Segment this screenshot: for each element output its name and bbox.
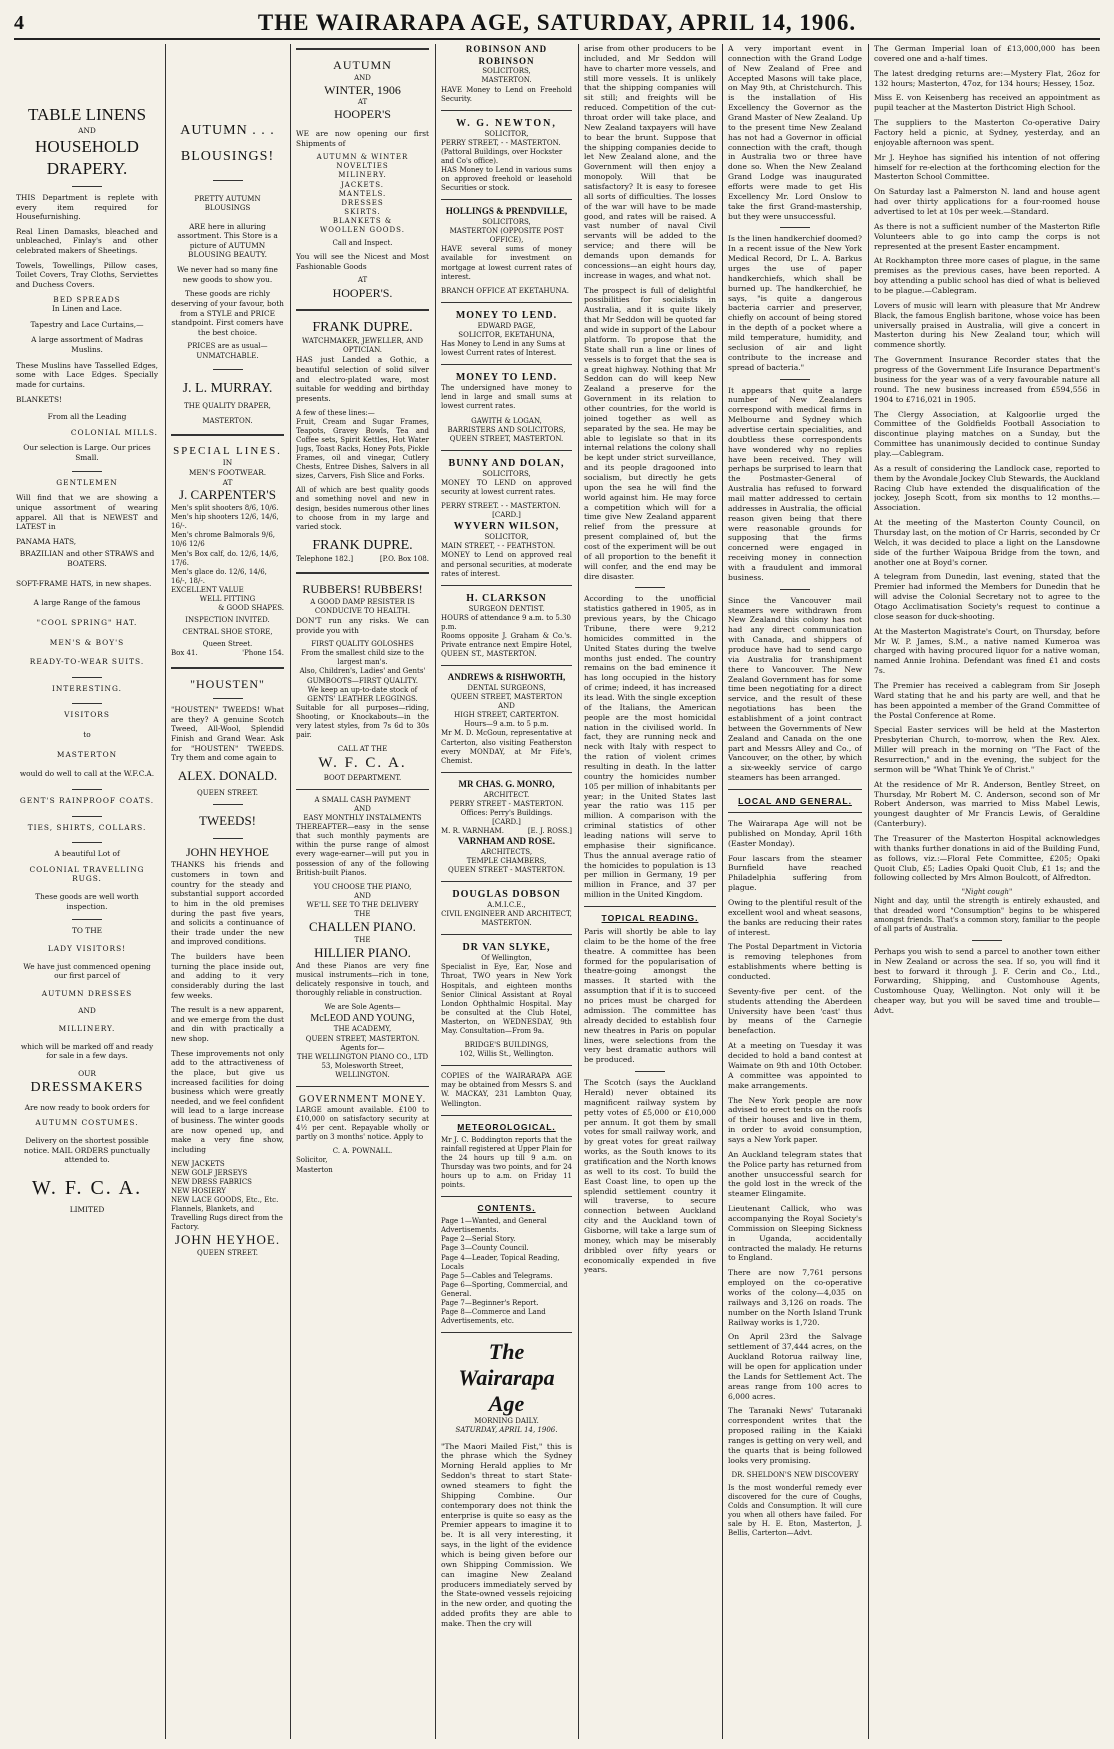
ad-text: Men's chrome Balmorals 9/6, 10/6 12/6 — [171, 531, 276, 549]
ad-text: From the smallest child size to the largest man's. — [301, 649, 424, 667]
ad-text: would do well to call at the W.F.C.A. — [19, 769, 155, 779]
ad-text: 53, Molesworth Street, — [321, 1061, 404, 1070]
ad-text: MAIN STREET, - - FEATHSTON. — [441, 542, 556, 551]
ad-text: BRIDGE'S BUILDINGS, — [464, 1041, 549, 1050]
ad-text: Will find that we are showing a unique assortment of wearing apparel. All that is NEWEST and LATEST in — [16, 493, 158, 532]
article-text: The Wairarapa Age will not be published on Monday, April 16th (Easter Monday). — [728, 819, 862, 848]
article-text: Lovers of music will learn with pleasure that Mr Andrew Black, the famous English baritone, whose voice has been universally praised in Australia, will give a concert in Masterton during his New Zealand tour, which will commence shortly. — [874, 300, 1100, 350]
masthead-title: THE WAIRARAPA AGE, SATURDAY, APRIL 14, 1906. — [257, 10, 857, 35]
ad-text: HIGH STREET, CARTERTON. — [454, 711, 559, 720]
leader-text: The prospect is full of delightful possibilities for socialists in Australia, and it is quite likely that Mr Seddon will be quoted far and wide in support of the Labour platform. To propose that the State shall run a line or lines of vessels is to forget that the sea is a great highway. Nothing that Mr Seddon can do will keep New Zealand a preserve for the Government in its relation to other countries, for the world is joined together as well as separated by the sea. He may be able to legislate so that in its internal relations the colony shall be kept under strict surveillance, and its people dragooned into socialism, but directly he gets upon the sea he will find the world against him. He may force a competition which will for a time give New Zealand apparent relief from the pressure at present complained of, but the cost of the experiment will be out of all proportion to the benefit it will confer, and the end may be dire disaster. — [584, 285, 716, 581]
ad-text: AND — [78, 126, 96, 136]
ad-heading: FRANK DUPRE. — [312, 537, 413, 553]
ad-text: Men's glace do. 12/6, 14/6, 16/-, 18/-. — [171, 567, 267, 585]
ad-heading: MR CHAS. G. MONRO, — [458, 778, 555, 789]
ad-heading: MONEY TO LEND. — [455, 372, 558, 384]
ad-text: The result is a new apparent, and we emerge from the dust and din with practically a new shop. — [171, 1005, 284, 1043]
ad-text: BARRISTERS AND SOLICITORS, — [447, 425, 566, 434]
article-text: As there is not a sufficient number of the Masterton Rifle Volunteers able to go into camp the corps is not represented at the present Easter encampment. — [874, 221, 1100, 251]
article-text: Four lascars from the steamer Burnfield have reached Philadelphia suffering from plague. — [728, 853, 862, 893]
ad-text: TO THE — [71, 926, 103, 936]
article-text: At the residence of Mr R. Anderson, Bentley Street, on Thursday, Mr Robert M. C. Anderson, second son of Mr Robert Anderson, was married to Miss Mabel Lewis, youngest daughter of Mr Francis Lewis, of Geraldine (Canterbury). — [874, 779, 1100, 829]
ad-heading: TWEEDS! — [198, 812, 257, 828]
ad-text: BLANKETS! — [16, 394, 63, 404]
ad-text: TIES, SHIRTS, COLLARS. — [27, 822, 147, 832]
article-text: The latest dredging returns are:—Mystery Flat, 26oz for 132 hours; Masterton, 47oz, for 134 hours; Hessey, 15oz. — [874, 68, 1100, 88]
ad-text: [P.O. Box 108. — [379, 555, 429, 563]
article-text: The Scotch (says the Auckland Herald) never obtained its magnificent railway system by petty votes of £5,000 or £10,000 per annum. It got them by small votes for small railway work, and by great votes for great railway works, as the South knows to its gratification and the North knows as well to its cost. To build the East Coast line, to open up the splendid settlement country it will traverse, to secure connection between Auckland city and the Auckland town of Gisborne, will take a large sum of money, which may be miserably dribbled over fifty years or economically expended in five years. — [584, 1078, 716, 1275]
ad-text: ARCHITECT. — [483, 790, 530, 799]
column-7-local-news — [874, 44, 1100, 1739]
ad-heading: BUNNY AND DOLAN, — [448, 457, 565, 469]
ad-text: Men's hip shooters 12/6, 14/6, 16/-. — [171, 513, 279, 531]
article-text: Mr J. C. Boddington reports that the rainfall registered at Upper Plain for the 24 hours up till 9 a.m. on Thursday was two points, and for 24 hours up to a.m. on Friday 11 points. — [441, 1135, 572, 1190]
section-heading: LOCAL AND GENERAL. — [738, 796, 852, 807]
ad-text: C. A. POWNALL. — [332, 1147, 393, 1156]
ad-text: to — [83, 730, 91, 740]
article-text: As a result of considering the Landlock case, reported to them by the Avondale Jockey Club Stewards, the Auckland Racing Club have extended the disqualification of the jockey, Joseph Scott, from six months to 12 months.—Association. — [874, 463, 1100, 513]
ad-text: PRICES are as usual—UNMATCHABLE. — [187, 342, 268, 360]
list-item: AUTUMN & WINTER — [316, 153, 409, 162]
list-item: Page 7—Beginner's Report. — [441, 1299, 539, 1308]
ad-text: 'Phone 154. — [242, 649, 284, 658]
ad-text: NEW LACE GOODS, Etc., Etc. — [171, 1195, 279, 1204]
ad-heading: W. F. C. A. — [31, 1176, 143, 1199]
ad-heading: J. L. MURRAY. — [182, 380, 273, 396]
ad-text: DENTAL SURGEONS, — [467, 683, 546, 692]
ad-text: These goods are richly deserving of your favour, both from a STYLE and PRICE standpoint. First comers have the best choice. — [171, 289, 284, 337]
ad-heading: DOUGLAS DOBSON — [452, 888, 561, 900]
ad-text: EASY MONTHLY INSTALMENTS — [303, 814, 422, 823]
masthead — [14, 8, 1100, 40]
ad-text: Fruit, Cream and Sugar Frames, Teapots, Gravey Bowls, Tea and Coffee sets, Spirit Kettles, Hot Water Jugs, Toast Racks, Honey Pots, Pickle Frames, oil and vinegar, Cutlery Chests, Entree Dishes, Salvers in all sizes, Carvers, Fish Slice and Forks. — [296, 417, 429, 481]
ad-text: EXCELLENT VALUE — [171, 585, 244, 594]
ad-text: LADY VISITORS! — [47, 943, 127, 953]
ad-heading: J. CARPENTER'S — [179, 487, 276, 503]
ad-text: AND — [354, 891, 371, 900]
ad-text: These improvements not only add to the attractiveness of the place, but give us increased facilities for doing business which were greatly needed, and we feel confident will lead to a large increase of business. The winter goods are now opened up, and make a very fine show, including — [171, 1048, 284, 1154]
section-heading: CONTENTS. — [477, 1203, 536, 1214]
article-text: At the meeting of the Masterton County Council, on Thursday last, on the motion of Cr Harris, seconded by Cr Welch, it was decided to place a light on the Lansdowne side of the further Waipoua Bridge from the town, and another one at Boyd's corner. — [874, 518, 1100, 567]
article-text: The Premier has received a cablegram from Sir Joseph Ward stating that he and his party are well, and that he has been appointed a member of the Grand Committee of the Postal Conference at Rome. — [874, 680, 1100, 720]
ad-text: INSPECTION INVITED. — [185, 616, 270, 625]
ad-text: Real Linen Damasks, bleached and unbleached, Finlay's and other celebrated makers of Sheetings. — [16, 226, 158, 256]
ad-text: Hours—9 a.m. to 5 p.m. — [464, 720, 549, 729]
ad-text: CALL AT THE — [337, 745, 388, 754]
ad-text: COLONIAL TRAVELLING RUGS. — [29, 864, 145, 884]
column-2-advertisements — [171, 44, 284, 1739]
ad-text: Agents for— — [340, 1043, 385, 1052]
ad-text: MONEY to Lend on approved real and personal securities, at moderate rates of interest. — [441, 551, 572, 578]
ad-heading: W. G. NEWTON, — [456, 117, 557, 129]
article-text: Special Easter services will be held at the Masterton Presbyterian Church, to-morrow, when the Rev. Alex. Miller will preach in the morning on "The Fact of the Resurrection," and in the evening, the subject for the sermon will be "What Think Ye of Christ." — [874, 725, 1100, 774]
ad-text: Is the most wonderful remedy ever discovered for the cure of Coughs, Colds and Consumption. It will cure you when all others have failed. For sale by H. E. Eton, Masterton, J. Bellis, Carterton—Advt. — [728, 1483, 862, 1538]
ad-text: BOOT DEPARTMENT. — [323, 773, 402, 782]
ad-heading: DRESSMAKERS — [30, 1079, 144, 1095]
ad-text: IN — [222, 458, 233, 468]
ad-text: 102, Willis St., Wellington. — [459, 1050, 554, 1059]
contents-list — [441, 1217, 572, 1326]
section-heading: TOPICAL READING. — [601, 913, 699, 924]
ad-text: [E. J. ROSS.] — [527, 826, 572, 835]
ad-text: DON'T run any risks. We can provide you with — [296, 615, 429, 635]
ad-text: Solicitor, — [296, 1156, 328, 1165]
ad-text: We are Sole Agents— — [324, 1003, 401, 1012]
ad-text: HAS Money to Lend in various sums on approved freehold or leasehold Securities or stock. — [441, 166, 572, 193]
article-text: Miss E. von Keisenberg has received an appointment as pupil teacher at the Masterton District High School. — [874, 93, 1100, 113]
ad-text: VISITORS — [64, 710, 110, 720]
ad-text: MASTERTON (OPPOSITE POST OFFICE), — [449, 227, 564, 245]
ad-heading: VARNHAM AND ROSE. — [457, 835, 556, 846]
ad-text: These Muslins have Tasselled Edges, some with Lace Edges. Specially made for curtains. — [16, 360, 158, 389]
ad-text: [CARD.] — [492, 817, 521, 826]
ad-text: Rooms opposite J. Graham & Co.'s. Private entrance next Empire Hotel, QUEEN ST., MASTERTON. — [441, 632, 572, 659]
article-text: Seventy-five per cent. of the students attending the Aberdeen University have been 'cast' thus by means of the Carnegie benefaction. — [728, 986, 862, 1036]
ad-text: SURGEON DENTIST. — [468, 604, 545, 613]
ad-text: Has Money to Lend in any Sums at lowest Current rates of Interest. — [441, 340, 566, 358]
ad-text: ARE here in alluring assortment. This Store is a picture of AUTUMN BLOUSING BEAUTY. — [177, 221, 278, 260]
article-text: At Rockhampton three more cases of plague, in the same premises as the previous cases, have been reported. A boy attending a public school has died of what is believed to be plague.—Cablegram. — [874, 256, 1100, 296]
ad-heading: AUTUMN . . . — [180, 123, 275, 138]
item-list — [296, 153, 429, 235]
ad-text: In Linen and Lace. — [52, 304, 122, 314]
ad-text: HOURS of attendance 9 a.m. to 5.30 p.m. — [441, 613, 571, 631]
ad-heading: WINTER, 1906 — [324, 82, 401, 97]
ad-text: A few of these lines:— — [296, 408, 375, 417]
article-text: It appears that quite a large number of New Zealanders correspond with medical firms in Melbourne and Sydney which advertise certain specialities, and doubtless these correspondents have wondered why no replies have been received. They will perhaps be surprised to learn that the Postmaster-General of Australia has refused to forward mail matter addressed to certain addresses in Australia, the official reason given being that there were reasonable grounds for supposing that the firms concerned were engaged in receiving money in connection with a fraudulent and immoral business. — [728, 385, 862, 582]
ad-text: MASTERTON. — [481, 76, 532, 85]
ad-heading: "HOUSTEN" — [190, 676, 265, 691]
ad-text: DR. SHELDON'S NEW DISCOVERY — [731, 1470, 859, 1479]
ad-text: Our selection is Large. Our prices Small. — [23, 443, 151, 463]
ad-text: MASTERTON. — [481, 919, 532, 928]
ad-text: WELLINGTON. — [335, 1070, 390, 1079]
ad-text: CIVIL ENGINEER AND ARCHITECT, — [441, 910, 572, 919]
ad-text: THE ACADEMY, — [333, 1025, 392, 1034]
ad-text: QUEEN STREET. — [196, 1249, 259, 1258]
ad-text: Men's Box calf, do. 12/6, 14/6, 17/6. — [171, 549, 279, 567]
ad-text: AND — [498, 702, 515, 711]
ad-text: AT — [357, 276, 368, 285]
ad-text: MASTERTON. — [202, 416, 253, 425]
article-text: A telegram from Dunedin, last evening, stated that the Premier had informed the Members for Dunedin that he will advise the Colonial Secretary not to agree to the Otago Acclimatisation Society's request to continue a close season for duck-shooting. — [874, 572, 1100, 621]
leader-text: arise from other producers to be included, and Mr Seddon will have to charter more vessels, and still more vessels. It is unlikely that the shipping companies will sit still; and freights will be reduced. Competition of the cut-throat order will take place, and New Zealand taxpayers will have to bear the brunt. Suppose that the shipping companies decide to let New Zealand alone, and the Government will then enjoy a monopoly. Will that be satisfactory? It is easy to foresee all sorts of difficulties. The losses of the war will have to be made good, and rates will be raised. A vast number of naval Civil servants will be added to the service; and there will be demands upon demands for concessions—an eight hours day, increase in wages, and what not. — [584, 44, 716, 280]
ad-heading: H. CLARKSON — [466, 592, 547, 604]
ad-heading: AUTUMN — [333, 58, 392, 72]
ad-text: [CARD.] — [492, 511, 521, 520]
article-text: The German Imperial loan of £13,000,000 has been covered one and a-half times. — [874, 44, 1100, 63]
ad-heading: JOHN HEYHOE — [186, 844, 269, 859]
ad-text: (Pattoral Buildings, over Hockster and Co's office). — [441, 147, 563, 166]
ad-text: The undersigned have money to lend in large and small sums at lowest current rates. — [441, 384, 572, 411]
ad-text: Telephone 182.] — [296, 555, 354, 563]
article-text: Since the Vancouver mail steamers were withdrawn from New Zealand this colony has not had any direct communication with Canada, and shippers of produce have had to send cargo via Australia for transhipment there to Vancouver. The New Zealand Government has for some time been negotiating for a direct service, and the result of these negotiations has been the establishment of a joint contract between the Governments of New Zealand and Canada on the one part and Messrs Alley and Co., of Vancouver, on the other, by which a six-weekly service of cargo steamers has been arranged. — [728, 595, 862, 783]
ad-text: Of Wellington, — [481, 954, 532, 963]
ad-text: BED SPREADS — [53, 294, 121, 304]
ad-text: GAWITH & LOGAN, — [471, 416, 542, 425]
leader-text: "The Maori Mailed Fist," this is the phrase which the Sydney Morning Herald applies to Mr Seddon's threat to start State-owned steamers to fight the Shipping Combine. Our contemporary does not think the enterprise is quite so easy as the Premier appears to imagine it to be. It is all very interesting, it says, in the light of the evidence which is being given before our own Shipping Commission. We can imagine New Zealand producers immediately served by the State-owned vessels rejoicing in the new order, and quoting the added profits they are able to make. Then the cry will — [441, 1441, 572, 1628]
ad-text: All of which are best quality goods and something novel and new in design, besides numerous other lines to choose from in my large and varied stock. — [296, 486, 429, 531]
ad-text: FIRST QUALITY GOLOSHES — [311, 640, 414, 649]
ad-text: Also, Children's, Ladies' and Gents' — [299, 667, 426, 676]
ad-text: Queen Street. — [202, 640, 253, 649]
ad-text: HAS just Landed a Gothic, a beautiful selection of solid silver and electro-plated ware, most suitable for wedding and birthday presents. — [296, 355, 429, 403]
ad-text: WE'LL SEE TO THE DELIVERY — [306, 900, 419, 909]
ad-text: ARCHITECTS, — [480, 847, 533, 856]
ad-text: TEMPLE CHAMBERS, — [466, 856, 547, 865]
ad-text: QUEEN STREET, MASTERTON. — [449, 434, 564, 443]
ad-text: From all the Leading — [47, 412, 127, 422]
ad-text: SOLICITOR, — [484, 533, 529, 542]
ad-text: & GOOD SHAPES. — [218, 604, 284, 613]
ad-heading: GOVERNMENT MONEY. — [298, 1093, 427, 1105]
list-item: BLANKETS & — [332, 216, 393, 225]
ad-heading: CHALLEN PIANO. — [309, 919, 416, 935]
ad-text: THE QUALITY DRAPER, — [184, 401, 271, 410]
ad-text: which will be marked off and ready for sale in a few days. — [20, 1041, 154, 1061]
ad-text: GENTS' LEATHER LEGGINGS. — [307, 694, 418, 703]
ad-text: GUMBOOTS—FIRST QUALITY. — [307, 676, 418, 685]
ad-text: Suitable for all purposes—riding, Shooting, or Knockabouts—in the very latest styles, from 7s 6d to 30s pair. — [296, 703, 429, 740]
ad-heading: ALEX. DONALD. — [177, 767, 278, 783]
ad-heading: FRANK DUPRE. — [312, 320, 413, 336]
ad-text: SOLICITORS, — [482, 218, 531, 227]
ad-text: MASTERTON — [56, 749, 118, 759]
ad-text: PERRY STREET - MASTERTON. — [449, 799, 564, 808]
article-text: The New York people are now advised to erect tents on the roofs of their houses and live in them, in order to avoid consumption, says a New York paper. — [728, 1095, 862, 1144]
ad-heading: HOUSEHOLD — [35, 136, 139, 156]
ad-text: PERRY STREET. - - MASTERTON. — [441, 502, 561, 511]
list-item: MANTELS. — [338, 189, 387, 198]
ad-text: GENTLEMEN — [56, 477, 118, 487]
column-1-advertisements — [16, 44, 158, 1739]
ad-text: We have just commenced opening our first parcel of — [23, 961, 151, 981]
ad-text: PANAMA HATS, — [16, 536, 77, 546]
ad-text: Specialist in Eye, Ear, Nose and Throat, TWO years in New York Hospitals, and eighteen months Senior Clinical Assistant at Royal London Ophthalmic Hospital. May be consulted at the Club Hotel, Masterton, on WEDNESDAY, 9th May. Consultation—From 9a. — [441, 963, 572, 1035]
list-item: SKIRTS. — [344, 207, 381, 216]
ad-text: CENTRAL SHOE STORE, — [182, 628, 273, 637]
ad-text: Men's split shooters 8/6, 10/6. — [171, 504, 279, 513]
ad-text: SOLICITOR, EKETAHUNA, — [458, 330, 555, 339]
article-text: Owing to the plentiful result of the excellent wool and wheat seasons, the banks are reducing their rates of interest. — [728, 898, 862, 937]
ad-heading: DR VAN SLYKE, — [462, 942, 551, 954]
ad-text: MEN'S & BOY'S — [49, 637, 125, 647]
list-item: Page 2—Serial Story. — [441, 1235, 516, 1244]
ad-text: LIMITED — [69, 1204, 105, 1214]
article-text: There are now 7,761 persons employed on the co-operative works of the colony—4,035 on railways and 3,126 on roads. The number on the North Island Trunk Railway works is 1,720. — [728, 1268, 862, 1327]
ad-text: A SMALL CASH PAYMENT — [314, 795, 411, 804]
ad-text: PERRY STREET, - - MASTERTON. — [441, 138, 561, 147]
ad-heading: HOOPER'S — [334, 107, 391, 122]
section-heading: METEOROLOGICAL. — [457, 1121, 556, 1132]
ad-text: Towels, Towellings, Pillow cases, Toilet Covers, Tray Cloths, Serviettes and Duchess Covers. — [16, 260, 158, 289]
ad-heading: SPECIAL LINES. — [173, 445, 282, 457]
ad-text: MILLINERY. — [58, 1024, 116, 1034]
ad-text: THE — [354, 909, 371, 918]
ad-text: INTERESTING. — [51, 683, 123, 693]
ad-text: QUEEN STREET, MASTERTON. — [305, 1034, 420, 1043]
ad-text: NEW GOLF JERSEYS — [171, 1168, 248, 1177]
ad-text: GENT'S RAINPROOF COATS. — [19, 795, 155, 805]
list-item: DRESSES — [341, 198, 384, 207]
list-item: Page 5—Cables and Telegrams. — [441, 1271, 553, 1280]
ad-text: PRETTY AUTUMN BLOUSINGS — [194, 195, 261, 213]
ad-text: EDWARD PAGE, — [477, 321, 536, 330]
ad-text: "HOUSTEN" TWEEDS! What are they? A genuine Scotch Tweed, All-Wool, Splendid Finish and Grand Wear. Ask for "HOUSTEN" TWEEDS. Try them and come again to — [171, 705, 284, 763]
ad-text: A large Range of the famous — [33, 598, 141, 608]
ad-text: "COOL SPRING" HAT. — [36, 617, 138, 627]
ad-text: AT — [222, 477, 233, 487]
ad-text: Call and Inspect. — [332, 239, 393, 248]
column-3-advertisements — [296, 44, 429, 1739]
ad-text: Night and day, until the strength is entirely exhausted, and that dreaded word "Consumption" begins to be whispered amongst friends. That's a common story, familiar to the people of all parts of Australia. — [874, 897, 1100, 933]
ad-heading: W. F. C. A. — [318, 755, 407, 772]
ad-heading: DRAPERY. — [46, 158, 128, 178]
ad-text: AND — [354, 73, 371, 82]
list-item: JACKETS. — [341, 180, 384, 189]
ad-text: BRANCH OFFICE AT EKETAHUNA. — [441, 286, 569, 295]
list-item: Page 6—Sporting, Commercial, and General. — [441, 1280, 568, 1298]
article-text: An Auckland telegram states that the Police party has returned from another unsuccessful search for the gold lost in the wreck of the steamer Elingamite. — [728, 1149, 862, 1199]
ad-text: WATCHMAKER, JEWELLER, AND OPTICIAN. — [301, 337, 424, 355]
article-text: On April 23rd the Salvage settlement of 37,444 acres, on the Auckland Rotorua railway line, will be open for application under the Lands for Settlement Act. The areas range from 100 acres to 6,000 acres. — [728, 1332, 862, 1401]
list-item: Page 8—Commerce and Land Advertisements, etc. — [441, 1308, 546, 1326]
ad-text: OUR — [78, 1068, 96, 1078]
ad-text: AUTUMN DRESSES — [41, 988, 133, 998]
ad-text: These goods are well worth inspection. — [35, 892, 139, 911]
ad-text: THANKS his friends and customers in town and country for the steady and substantial support accorded to him in the old premises during the past five years, and solicits a continuance of their trade under the new and improved conditions. — [171, 860, 284, 947]
ad-text: Masterton — [296, 1165, 333, 1174]
ad-text: A beautiful Lot of — [54, 849, 120, 859]
ad-text: Are now ready to book orders for — [24, 1102, 150, 1112]
ad-text: The builders have been turning the place inside out, and adding to it very considerably during the last few weeks. — [171, 952, 284, 1000]
ad-heading: McLEOD AND YOUNG, — [310, 1013, 415, 1025]
ad-text: SOLICITORS, — [482, 67, 531, 76]
ad-text: SOLICITORS, — [482, 469, 531, 478]
ad-heading: HOOPER'S. — [332, 285, 393, 300]
ad-text: QUEEN STREET. — [196, 788, 259, 797]
ad-heading: JOHN HEYHOE. — [174, 1232, 281, 1248]
list-item: Page 3—County Council. — [441, 1244, 529, 1253]
ad-text: M. R. VARNHAM. — [441, 826, 504, 835]
ad-text: Perhaps you wish to send a parcel to another town either in New Zealand or across the sea. If so, you will find it best to forward it through J. F. Cerin and Co., Ltd., Forwarding, Shipping, and Customhouse Agents, Customhouse Quay, Wellington. Not only will it be cheaper way, but you will be saved time and trouble—Advt. — [874, 946, 1100, 1015]
list-item: Page 1—Wanted, and General Advertisements. — [441, 1217, 547, 1235]
ad-text: THEREAFTER—easy in the sense that such monthly payments are within the purse range of almost every wage-earner—will put you in possession of any of the following British-built Pianos. — [296, 823, 429, 877]
ad-text: THIS Department is replete with every item required for Housefurnishing. — [16, 192, 158, 222]
ad-text: AND — [354, 804, 371, 813]
ad-text: Mr M. D. McGoun, representative at Carterton, also visiting Featherston every MONDAY, at Mr Fife's, Chemist. — [441, 729, 572, 765]
ad-text: NEW DRESS FABRICS — [171, 1177, 252, 1186]
ad-text: HAVE several sums of money available for investment on mortgage at lowest current rates of interest. — [441, 245, 572, 281]
article-text: The Postal Department in Victoria is removing telephones from establishments where betting is conducted. — [728, 942, 862, 982]
ad-text: SOLICITOR, — [484, 129, 529, 138]
ad-text: You will see the Nicest and Most Fashionable Goods — [296, 252, 429, 271]
ad-text: YOU CHOOSE THE PIANO, — [313, 882, 412, 891]
ad-text: MONEY TO LEND on approved security at lowest current rates. — [441, 478, 572, 496]
ad-text: SOFT-FRAME HATS, in new shapes. — [16, 578, 152, 588]
ad-text: READY-TO-WEAR SUITS. — [29, 657, 145, 667]
ad-heading: MONEY TO LEND. — [455, 309, 558, 321]
list-item: WOOLLEN GOODS. — [320, 225, 405, 234]
list-item: NOVELTIES — [336, 162, 389, 171]
article-text: Lieutenant Callick, who was accompanying the Royal Society's Commission on Sleeping Sickness in Uganda, accidentally contracted the malady. He returns to England. — [728, 1204, 862, 1263]
list-item: Page 4—Leader, Topical Reading, Locals — [441, 1253, 560, 1271]
article-text: At the Masterton Magistrate's Court, on Thursday, before Mr W. P. James, S.M., a native named Kumeroa was charged with having procured liquor for a native woman, named Annie Irohina. Defendant was fined £1 and costs 7s. — [874, 626, 1100, 676]
ad-text: COPIES of the WAIRARAPA AGE may be obtained from Messrs S. and W. MACKAY, 231 Lambton Quay, Wellington. — [441, 1072, 572, 1108]
article-text: Mr J. Heyhoe has signified his intention of not offering himself for re-election at the forthcoming election for the Masterton School Committee. — [874, 152, 1100, 182]
ad-text: HAVE Money to Lend on Freehold Security. — [441, 85, 572, 103]
article-text: The Treasurer of the Masterton Hospital acknowledges with thanks further donations in aid of the Building Fund, as follows, viz.:—Floral Fete Committee, £205; Opaki Quoit Club, £5; Ladies Opaki Quoit Club, £1 1s; and the following collected by Mrs Almon Boulcott, of Alfredton. — [874, 834, 1100, 883]
ad-text: Delivery on the shortest possible notice. MAIL ORDERS punctually attended to. — [23, 1135, 151, 1165]
column-5-editorial — [584, 44, 716, 1739]
ad-text: WELL FITTING — [199, 595, 256, 603]
ad-heading: RUBBERS! RUBBERS! — [302, 582, 423, 597]
article-text: On Saturday last a Palmerston N. land and house agent had over thirty applications for a four-roomed house advertised to let at 10s per week.—Standard. — [874, 187, 1100, 217]
ad-text: THE — [354, 935, 371, 944]
article-text: The Taranaki News' Tutaranaki correspondent writes that the proposed railing in the Kaiaki ranges is getting on very well, and the quarts that is being followed looks very promising. — [728, 1406, 862, 1465]
ad-text: We never had so many fine new goods to show you. — [177, 265, 278, 284]
column-6-local-news — [728, 44, 862, 1739]
ad-text: QUEEN STREET, MASTERTON — [450, 693, 563, 702]
article-text: Is the linen handkerchief doomed? In a recent issue of the New York Medical Record, Dr L. A. Barkus urges the use of paper handkerchiefs, which shall be burned up. The handkerchief, he says, "is quite a dangerous bacteria carrier and preserver, chiefly on account of being stored in the depth of a pocket where a mild temperature, humidity, and seclusion of air and light contribute to the increase and spread of bacteria." — [728, 234, 862, 372]
article-text: Paris will shortly be able to lay claim to be the home of the free theatre. A committee has been formed for the popularisation of theatre-going amongst the masses. It started with the assumption that if it is to succeed no prices must be charged for admission. The committee has already decided to establish four new theatres in Paris on popular lines, were selections from the very best dramatic authors will be produced. — [584, 927, 716, 1065]
issue-date: SATURDAY, APRIL 14, 1906. — [455, 1426, 558, 1435]
ad-text: A GOOD DAMP RESISTER IS CONDUCIVE TO HEALTH. — [310, 597, 415, 615]
ad-text: LARGE amount available. £100 to £10,000 on satisfactory security at 4½ per cent. Repayable wholly or partly on 3 months' notice. Apply to — [296, 1105, 429, 1142]
article-text: A very important event in connection with the Grand Lodge of New Zealand of Free and Accepted Masons will take place, on May 9th, at Christchurch. This is the installation of His Excellency the Governor as the Grand Master of New Zealand. Up to the present time New Zealand has not had a Governor in official connection with the craft, though in Australia two or three have done so. When the New Zealand Grand Lodge was inaugurated efforts were made to get His Excellency Mr. Lord Onslow to take the first Grand-mastership, but they were unsuccessful. — [728, 44, 862, 221]
ad-text: Flannels, Blankets, and Travelling Rugs direct from the Factory. — [171, 1204, 283, 1232]
ad-heading: HILLIER PIANO. — [314, 945, 411, 961]
page-number: 4 — [14, 11, 24, 34]
ad-heading: WYVERN WILSON, — [453, 521, 560, 533]
ad-text: NEW JACKETS — [171, 1159, 225, 1168]
ad-heading: BLOUSINGS! — [180, 149, 275, 165]
ad-heading: ROBINSON AND ROBINSON — [465, 44, 548, 66]
ad-text: QUEEN STREET - MASTERTON. — [448, 865, 565, 874]
ad-heading: HOLLINGS & PRENDVILLE, — [445, 206, 568, 217]
list-item: MILINERY. — [338, 171, 387, 180]
ad-text: COLONIAL MILLS. — [70, 427, 158, 437]
column-4-professional-cards — [441, 44, 572, 1739]
ad-text: Tapestry and Lace Curtains,— — [30, 319, 144, 329]
newspaper-nameplate: The Wairarapa Age — [458, 1339, 555, 1417]
ad-text: "Night cough" — [961, 888, 1013, 897]
article-text: At a meeting on Tuesday it was decided to hold a band contest at Waimate on 9th and 10th October. A committee was appointed to make arrangements. — [728, 1041, 862, 1090]
ad-text: MORNING DAILY. — [474, 1417, 539, 1426]
ad-heading: TABLE LINENS — [27, 105, 147, 124]
article-text: The Government Insurance Recorder states that the progress of the Government Life Insurance Department's business for the year was of a very favourable nature all round. The new business increased from £594,556 in 1904 to £716,021 in 1905. — [874, 355, 1100, 404]
ad-text: A large assortment of Madras Muslins. — [31, 335, 143, 355]
ad-text: We keep an up-to-date stock of — [307, 685, 418, 694]
article-text: The suppliers to the Masterton Co-operative Dairy Factory held a picnic, at Sydney, yesterday, and an enjoyable afternoon was spent. — [874, 118, 1100, 147]
ad-text: BRAZILIAN and other STRAWS and BOATERS. — [19, 549, 155, 569]
ad-text: A.M.I.C.E., — [487, 900, 526, 909]
ad-text: THE WELLINGTON PIANO CO., LTD — [296, 1052, 429, 1061]
ad-text: MEN'S FOOTWEAR. — [188, 467, 267, 477]
ad-text: AT — [357, 98, 368, 107]
ad-text: AUTUMN COSTUMES. — [35, 1118, 139, 1128]
ad-text: AND — [78, 1006, 96, 1016]
ad-text: WE are now opening our first Shipments of — [296, 128, 429, 148]
ad-heading: ANDREWS & RISHWORTH, — [447, 672, 566, 683]
article-text: The Clergy Association, at Kalgoorlie urged the Committee of the Goldfields Football Association to discontinue playing matches on a Sunday, but the Committee has unanimously decided to continue Sunday play.—Cablegram. — [874, 409, 1100, 458]
ad-text: Box 41. — [171, 649, 198, 658]
ad-text: NEW HOSIERY — [171, 1186, 226, 1195]
ad-text: Offices: Perry's Buildings. — [460, 808, 553, 817]
leader-text: According to the unofficial statistics gathered in 1905, as in previous years, by the Chicago Tribune, there were 9,212 homicides committed in the United States during the twelve months just ended. The country remains on the bad eminence it has long occupied in the history of crime; indeed, it has increased its lead. With the single exception of the Italians, the American people are the most homicidal nation in the civilised world. In fact, they are running neck and neck with Italy with respect to the ration of violent crimes resulting in death. In the latter country the homicides number 105 per million of inhabitants per year; in the United States last year the ratio was 115 per million. A comparison with the criminal statistics of other leading nations will serve to emphasise their significance. Thus the annual average ratio of the homicides to population is 13 per million in Germany, 19 per million in France, and 37 per million in the United Kingdom. — [584, 594, 716, 900]
ad-text: And these Pianos are very fine musical instruments—rich in tone, delicately responsive in touch, and thoroughly reliable in construction. — [296, 961, 429, 998]
